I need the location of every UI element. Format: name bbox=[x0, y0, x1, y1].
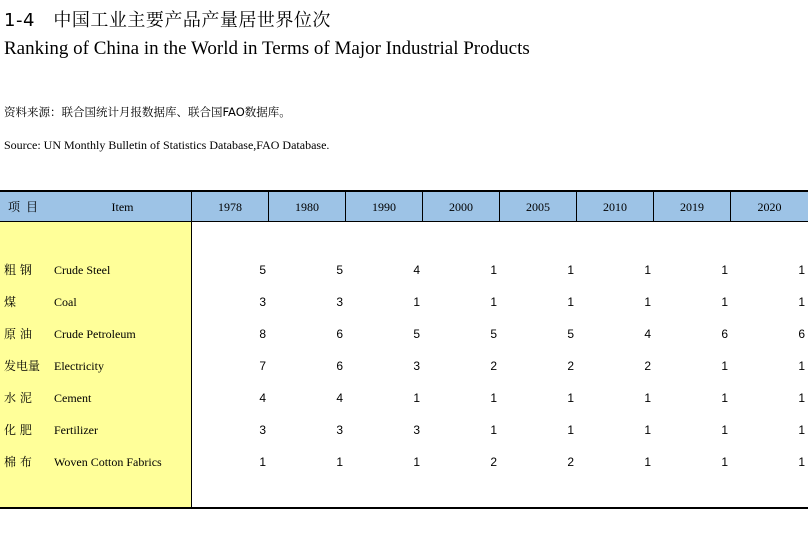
table-row bbox=[0, 420, 808, 452]
rank-value: 3 bbox=[336, 423, 343, 437]
rank-value: 1 bbox=[336, 455, 343, 469]
ranking-table bbox=[0, 190, 808, 510]
rank-value: 3 bbox=[259, 295, 266, 309]
rank-value: 1 bbox=[721, 391, 728, 405]
rank-value: 1 bbox=[721, 359, 728, 373]
row-label-en: Fertilizer bbox=[54, 423, 98, 437]
rank-value: 1 bbox=[490, 295, 497, 309]
header-item-cn: 项目 bbox=[8, 200, 45, 214]
rank-value: 3 bbox=[413, 423, 420, 437]
header-year: 1990 bbox=[346, 192, 423, 222]
table-row bbox=[0, 292, 808, 324]
rank-value: 4 bbox=[336, 391, 343, 405]
rank-value: 1 bbox=[567, 263, 574, 277]
source-note-cn: 资料来源：联合国统计月报数据库、联合国FAO数据库。 bbox=[4, 105, 291, 119]
rank-value: 2 bbox=[567, 455, 574, 469]
header-year: 2020 bbox=[757, 200, 782, 214]
table-row bbox=[0, 452, 808, 484]
rank-value: 5 bbox=[259, 263, 266, 277]
table-row bbox=[0, 260, 808, 292]
rank-value: 1 bbox=[644, 295, 651, 309]
rank-value: 2 bbox=[644, 359, 651, 373]
rank-value: 6 bbox=[798, 327, 805, 341]
rank-value: 6 bbox=[721, 327, 728, 341]
rank-value: 1 bbox=[490, 263, 497, 277]
rank-value: 5 bbox=[336, 263, 343, 277]
rank-value: 2 bbox=[490, 455, 497, 469]
header-year: 1980 bbox=[269, 192, 346, 222]
table-bottom-rule bbox=[0, 507, 808, 509]
rank-value: 1 bbox=[721, 263, 728, 277]
rank-value: 3 bbox=[336, 295, 343, 309]
source-note-en: Source: UN Monthly Bulletin of Statistics Database,FAO Database. bbox=[4, 138, 330, 152]
row-label-cn: 发电量 bbox=[4, 359, 41, 373]
rank-value: 1 bbox=[798, 359, 805, 373]
table-header bbox=[0, 190, 808, 222]
page-title-cn: 1-4 中国工业主要产品产量居世界位次 bbox=[4, 10, 331, 31]
rank-value: 4 bbox=[644, 327, 651, 341]
rank-value: 1 bbox=[644, 455, 651, 469]
rank-value: 1 bbox=[798, 423, 805, 437]
rank-value: 8 bbox=[259, 327, 266, 341]
rank-value: 1 bbox=[259, 455, 266, 469]
row-label-en: Crude Steel bbox=[54, 263, 111, 277]
rank-value: 1 bbox=[798, 455, 805, 469]
rank-value: 6 bbox=[336, 327, 343, 341]
row-label-cn: 原 油 bbox=[4, 327, 32, 341]
rank-value: 5 bbox=[567, 327, 574, 341]
rank-value: 1 bbox=[413, 455, 420, 469]
rank-value: 1 bbox=[567, 295, 574, 309]
rank-value: 7 bbox=[259, 359, 266, 373]
row-label-cn: 煤 bbox=[4, 295, 17, 309]
rank-value: 1 bbox=[413, 295, 420, 309]
rank-value: 5 bbox=[490, 327, 497, 341]
row-label-en: Cement bbox=[54, 391, 92, 405]
rank-value: 1 bbox=[721, 455, 728, 469]
rank-value: 1 bbox=[567, 391, 574, 405]
header-year: 2000 bbox=[423, 192, 500, 222]
rank-value: 6 bbox=[336, 359, 343, 373]
table-row bbox=[0, 356, 808, 388]
table-row bbox=[0, 324, 808, 356]
row-label-en: Coal bbox=[54, 295, 77, 309]
rank-value: 1 bbox=[644, 391, 651, 405]
rank-value: 1 bbox=[644, 263, 651, 277]
row-label-en: Woven Cotton Fabrics bbox=[54, 455, 162, 469]
rank-value: 3 bbox=[413, 359, 420, 373]
header-year: 2005 bbox=[500, 192, 577, 222]
rank-value: 1 bbox=[644, 423, 651, 437]
rank-value: 4 bbox=[259, 391, 266, 405]
rank-value: 3 bbox=[259, 423, 266, 437]
rank-value: 1 bbox=[567, 423, 574, 437]
rank-value: 1 bbox=[490, 391, 497, 405]
rank-value: 1 bbox=[490, 423, 497, 437]
rank-value: 1 bbox=[798, 263, 805, 277]
table-row bbox=[0, 388, 808, 420]
header-year: 2010 bbox=[577, 192, 654, 222]
row-label-cn: 棉 布 bbox=[4, 455, 32, 469]
rank-value: 1 bbox=[721, 423, 728, 437]
row-label-cn: 化 肥 bbox=[4, 423, 32, 437]
row-label-en: Crude Petroleum bbox=[54, 327, 136, 341]
rank-value: 1 bbox=[721, 295, 728, 309]
row-label-cn: 粗 钢 bbox=[4, 263, 32, 277]
page-title-en: Ranking of China in the World in Terms of Major Industrial Products bbox=[4, 38, 530, 59]
rank-value: 5 bbox=[413, 327, 420, 341]
header-item-en: Item bbox=[54, 192, 192, 222]
header-year: 2019 bbox=[654, 192, 731, 222]
header-year: 1978 bbox=[192, 192, 269, 222]
row-label-cn: 水 泥 bbox=[4, 391, 32, 405]
row-label-en: Electricity bbox=[54, 359, 104, 373]
rank-value: 2 bbox=[567, 359, 574, 373]
rank-value: 1 bbox=[413, 391, 420, 405]
rank-value: 2 bbox=[490, 359, 497, 373]
rank-value: 1 bbox=[798, 295, 805, 309]
rank-value: 4 bbox=[413, 263, 420, 277]
rank-value: 1 bbox=[798, 391, 805, 405]
